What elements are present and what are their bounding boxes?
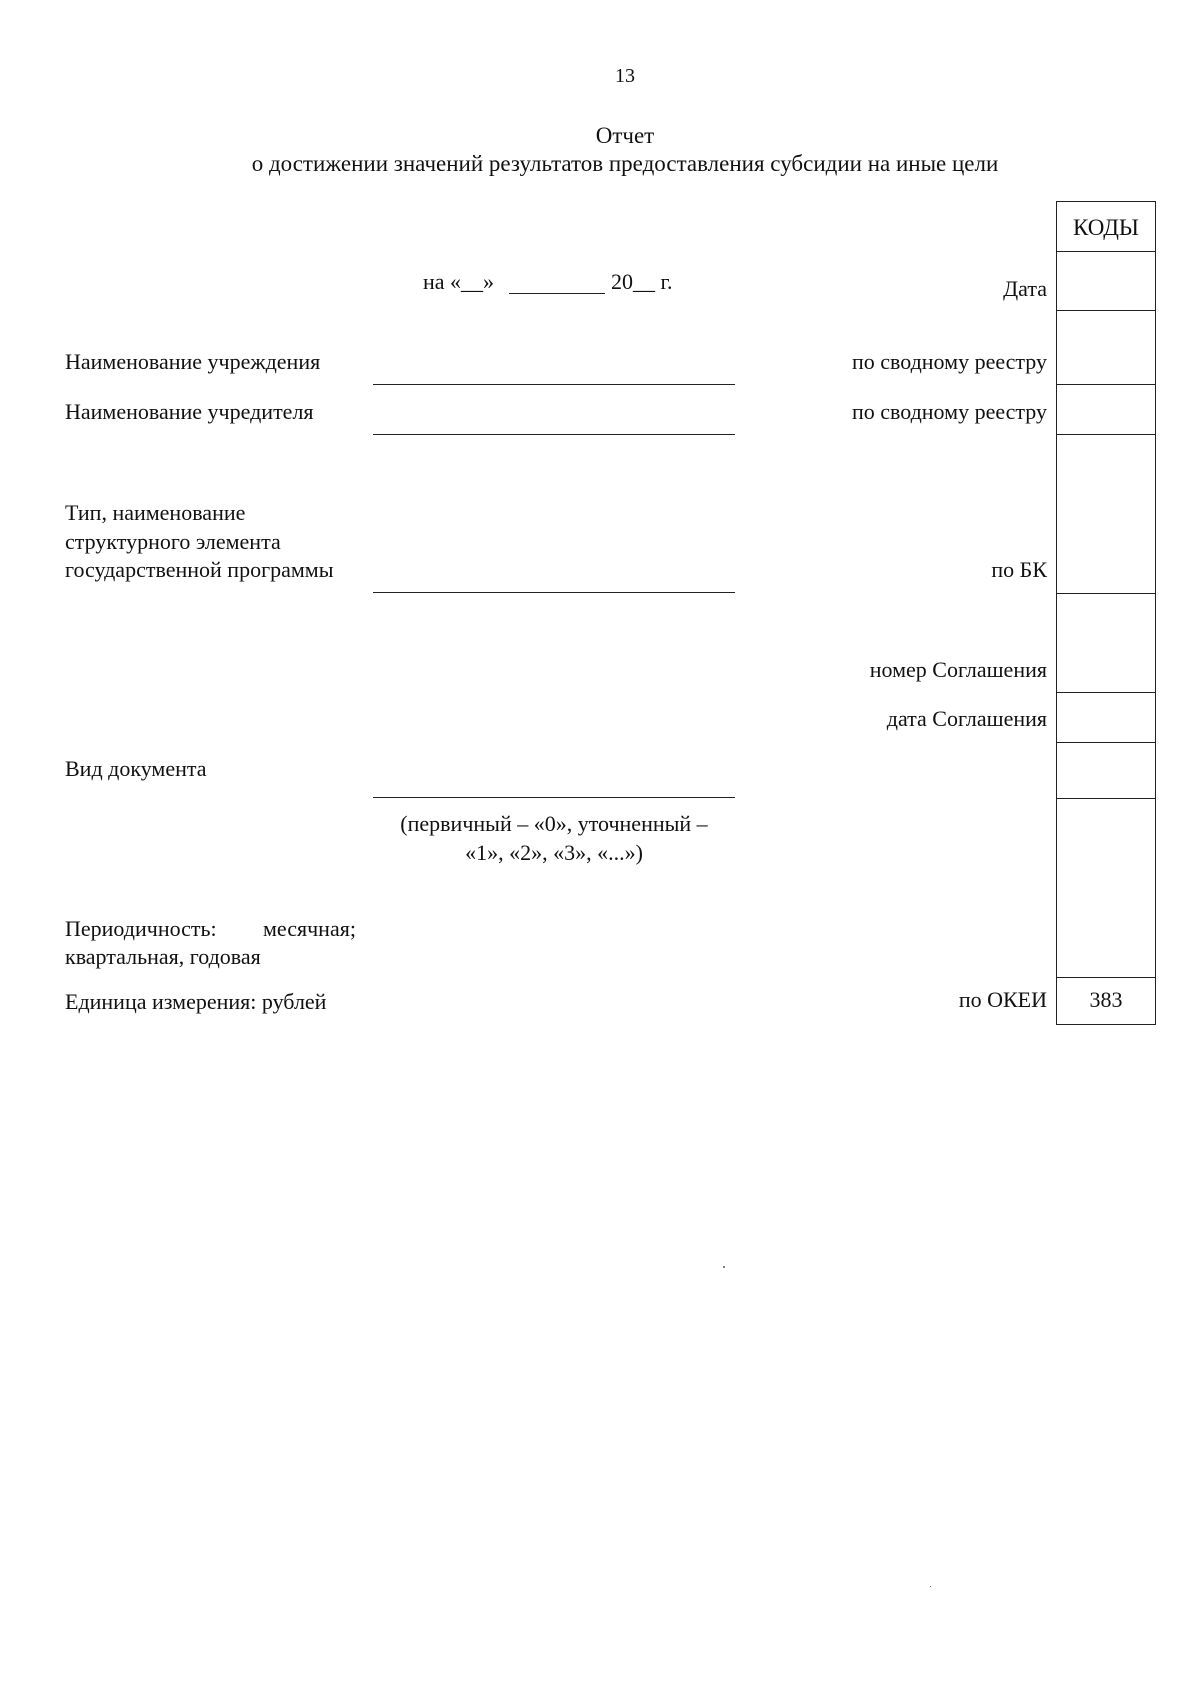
- code-label-okei: по ОКЕИ: [958, 987, 1047, 1012]
- doc-type-hint-1: (первичный – «0», уточненный –: [400, 811, 708, 836]
- code-cell-doc-type[interactable]: [1057, 743, 1155, 797]
- code-label-registry-2: по сводному реестру: [851, 399, 1047, 424]
- code-label-date: Дата: [1003, 276, 1047, 301]
- code-label-agreement-number: номер Соглашения: [869, 657, 1047, 682]
- periodicity-option-monthly: месячная;: [263, 916, 356, 941]
- page-subtitle: о достижении значений результатов предоставления субсидии на иные цели: [251, 151, 999, 176]
- field-input-founder[interactable]: [373, 434, 735, 435]
- codes-header: КОДЫ: [1073, 215, 1139, 240]
- code-cell-agreement-number[interactable]: [1057, 594, 1155, 691]
- code-value-okei: 383: [1089, 987, 1123, 1012]
- unit-label: Единица измерения: рублей: [65, 989, 327, 1014]
- periodicity-options: квартальная, годовая: [65, 944, 261, 969]
- periodicity-label: Периодичность:: [65, 916, 217, 941]
- field-input-institution[interactable]: [373, 384, 735, 385]
- page-title: Отчет: [595, 123, 655, 148]
- field-label-institution: Наименование учреждения: [65, 349, 321, 374]
- doc-type-hint-2: «1», «2», «3», «...»): [465, 840, 643, 865]
- date-year: 20__ г.: [611, 269, 673, 294]
- code-label-registry-1: по сводному реестру: [851, 349, 1047, 374]
- code-cell-periodicity[interactable]: [1057, 799, 1155, 976]
- field-label-doc-type: Вид документа: [65, 756, 207, 781]
- code-cell-bk[interactable]: [1057, 435, 1155, 592]
- field-label-founder: Наименование учредителя: [65, 399, 314, 424]
- field-label-program-3: государственной программы: [65, 557, 334, 582]
- code-cell-registry-2[interactable]: [1057, 385, 1155, 433]
- field-input-doc-type[interactable]: [373, 797, 735, 798]
- page-number: 13: [615, 65, 635, 87]
- code-label-agreement-date: дата Соглашения: [886, 706, 1047, 731]
- field-label-program-2: структурного элемента: [65, 529, 281, 554]
- code-cell-registry-1[interactable]: [1057, 311, 1155, 383]
- field-input-program[interactable]: [373, 592, 735, 593]
- code-label-bk: по БК: [991, 557, 1047, 582]
- code-cell-date[interactable]: [1057, 252, 1155, 309]
- scan-speck: [930, 1586, 931, 1587]
- date-month-blank[interactable]: [509, 293, 605, 294]
- scan-speck: [723, 1266, 725, 1268]
- code-cell-agreement-date[interactable]: [1057, 693, 1155, 741]
- field-label-program-1: Тип, наименование: [65, 500, 246, 525]
- date-prefix: на «__»: [423, 269, 495, 294]
